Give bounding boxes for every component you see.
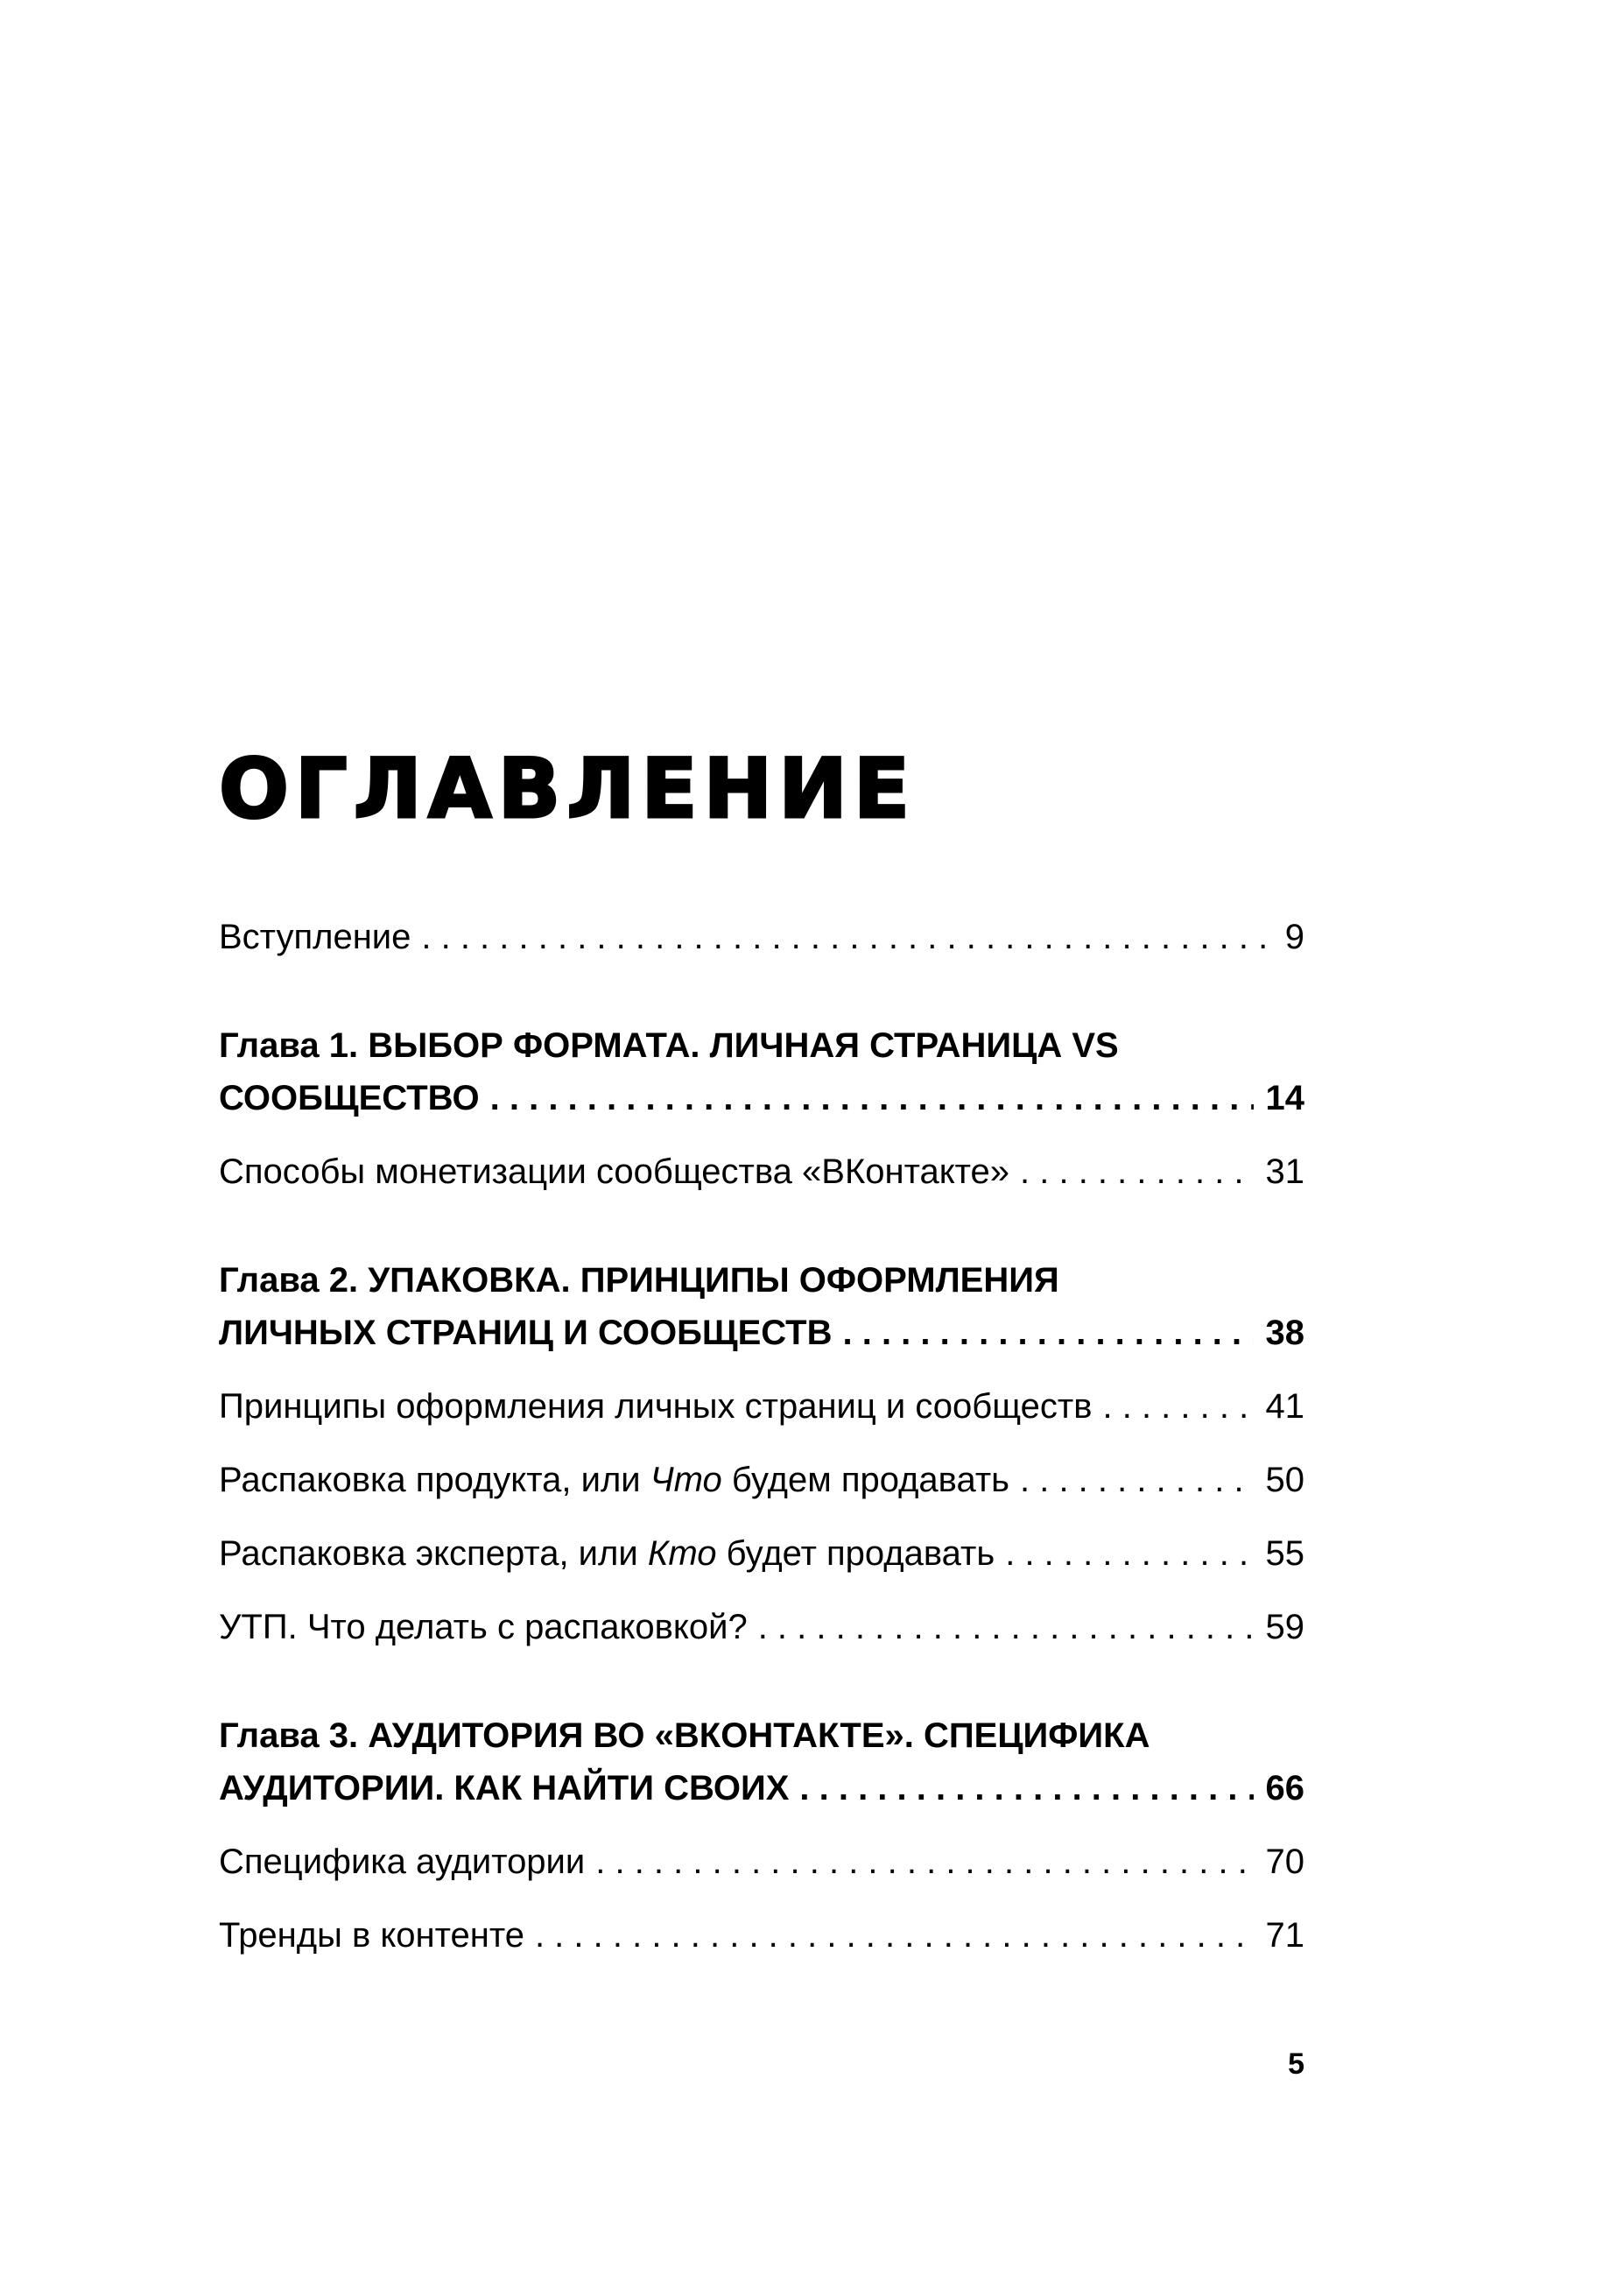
toc-section[interactable] bbox=[219, 1527, 1304, 1580]
chapter-title-line2: СООБЩЕСТВО bbox=[219, 1079, 480, 1117]
dot-leader bbox=[421, 911, 1272, 963]
dot-leader bbox=[1102, 1380, 1253, 1433]
label-text: Распаковка эксперта, или bbox=[219, 1534, 648, 1573]
toc-section[interactable] bbox=[219, 1454, 1304, 1506]
label-italic-text: Кто bbox=[647, 1534, 717, 1573]
toc-section-page: 70 bbox=[1265, 1843, 1304, 1881]
toc-entry-label: Вступление bbox=[219, 918, 411, 956]
dot-leader bbox=[595, 1836, 1253, 1888]
page-number: 5 bbox=[1288, 2047, 1304, 2081]
toc-entry-intro[interactable] bbox=[219, 911, 1304, 963]
label-italic-text: Что bbox=[650, 1461, 722, 1499]
toc-section-label bbox=[219, 1527, 995, 1580]
toc-section-page: 31 bbox=[1265, 1152, 1304, 1191]
toc-section[interactable] bbox=[219, 1601, 1304, 1653]
chapter-page: 38 bbox=[1265, 1314, 1304, 1352]
toc-section-label: Способы монетизации сообщества «ВКонтакте» bbox=[219, 1152, 1010, 1191]
chapter-title-line1: Глава 1. ВЫБОР ФОРМАТА. ЛИЧНАЯ СТРАНИЦА VS bbox=[219, 1026, 1119, 1065]
toc-section[interactable] bbox=[219, 1145, 1304, 1198]
toc-section-page: 55 bbox=[1265, 1534, 1304, 1573]
label-text: будет продавать bbox=[716, 1534, 995, 1573]
toc-chapter-2[interactable] bbox=[219, 1254, 1304, 1359]
chapter-title-line1: Глава 2. УПАКОВКА. ПРИНЦИПЫ ОФОРМЛЕНИЯ bbox=[219, 1261, 1059, 1300]
toc-section-label bbox=[219, 1454, 1009, 1506]
dot-leader bbox=[535, 1909, 1254, 1962]
dot-leader bbox=[1005, 1527, 1253, 1580]
chapter-page: 14 bbox=[1265, 1079, 1304, 1117]
chapter-page: 66 bbox=[1265, 1769, 1304, 1807]
chapter-title-line2-row bbox=[219, 1072, 1304, 1124]
dot-leader bbox=[799, 1762, 1253, 1814]
dot-leader bbox=[758, 1601, 1254, 1653]
book-page bbox=[219, 0, 1304, 2276]
dot-leader bbox=[843, 1307, 1254, 1359]
toc-section[interactable] bbox=[219, 1836, 1304, 1888]
toc-section[interactable] bbox=[219, 1380, 1304, 1433]
chapter-title-line2-row bbox=[219, 1762, 1304, 1814]
label-text: будем продавать bbox=[721, 1461, 1009, 1499]
toc-section[interactable] bbox=[219, 1909, 1304, 1962]
page-title: ОГЛАВЛЕНИЕ bbox=[219, 742, 917, 837]
dot-leader bbox=[1020, 1454, 1254, 1506]
toc-entry-page: 9 bbox=[1284, 918, 1304, 956]
toc-section-page: 41 bbox=[1265, 1387, 1304, 1426]
chapter-title-line2-row bbox=[219, 1307, 1304, 1359]
toc-section-label: Тренды в контенте bbox=[219, 1916, 524, 1955]
toc-section-label: УТП. Что делать с распаковкой? bbox=[219, 1608, 748, 1646]
dot-leader bbox=[490, 1072, 1254, 1124]
toc-chapter-1[interactable] bbox=[219, 1019, 1304, 1124]
chapter-title-line1: Глава 3. АУДИТОРИЯ ВО «ВКОНТАКТЕ». СПЕЦИФИКА bbox=[219, 1716, 1150, 1755]
toc-section-label: Принципы оформления личных страниц и сообществ bbox=[219, 1387, 1093, 1426]
label-text: Распаковка продукта, или bbox=[219, 1461, 650, 1499]
chapter-title-line2: ЛИЧНЫХ СТРАНИЦ И СООБЩЕСТВ bbox=[219, 1314, 833, 1352]
chapter-title-line2: АУДИТОРИИ. КАК НАЙТИ СВОИХ bbox=[219, 1769, 790, 1807]
toc-section-label: Специфика аудитории bbox=[219, 1843, 586, 1881]
toc-chapter-3[interactable] bbox=[219, 1709, 1304, 1814]
toc-section-page: 59 bbox=[1265, 1608, 1304, 1646]
table-of-contents bbox=[219, 911, 1304, 1962]
toc-section-page: 50 bbox=[1265, 1461, 1304, 1499]
toc-section-page: 71 bbox=[1265, 1916, 1304, 1955]
dot-leader bbox=[1020, 1145, 1253, 1198]
